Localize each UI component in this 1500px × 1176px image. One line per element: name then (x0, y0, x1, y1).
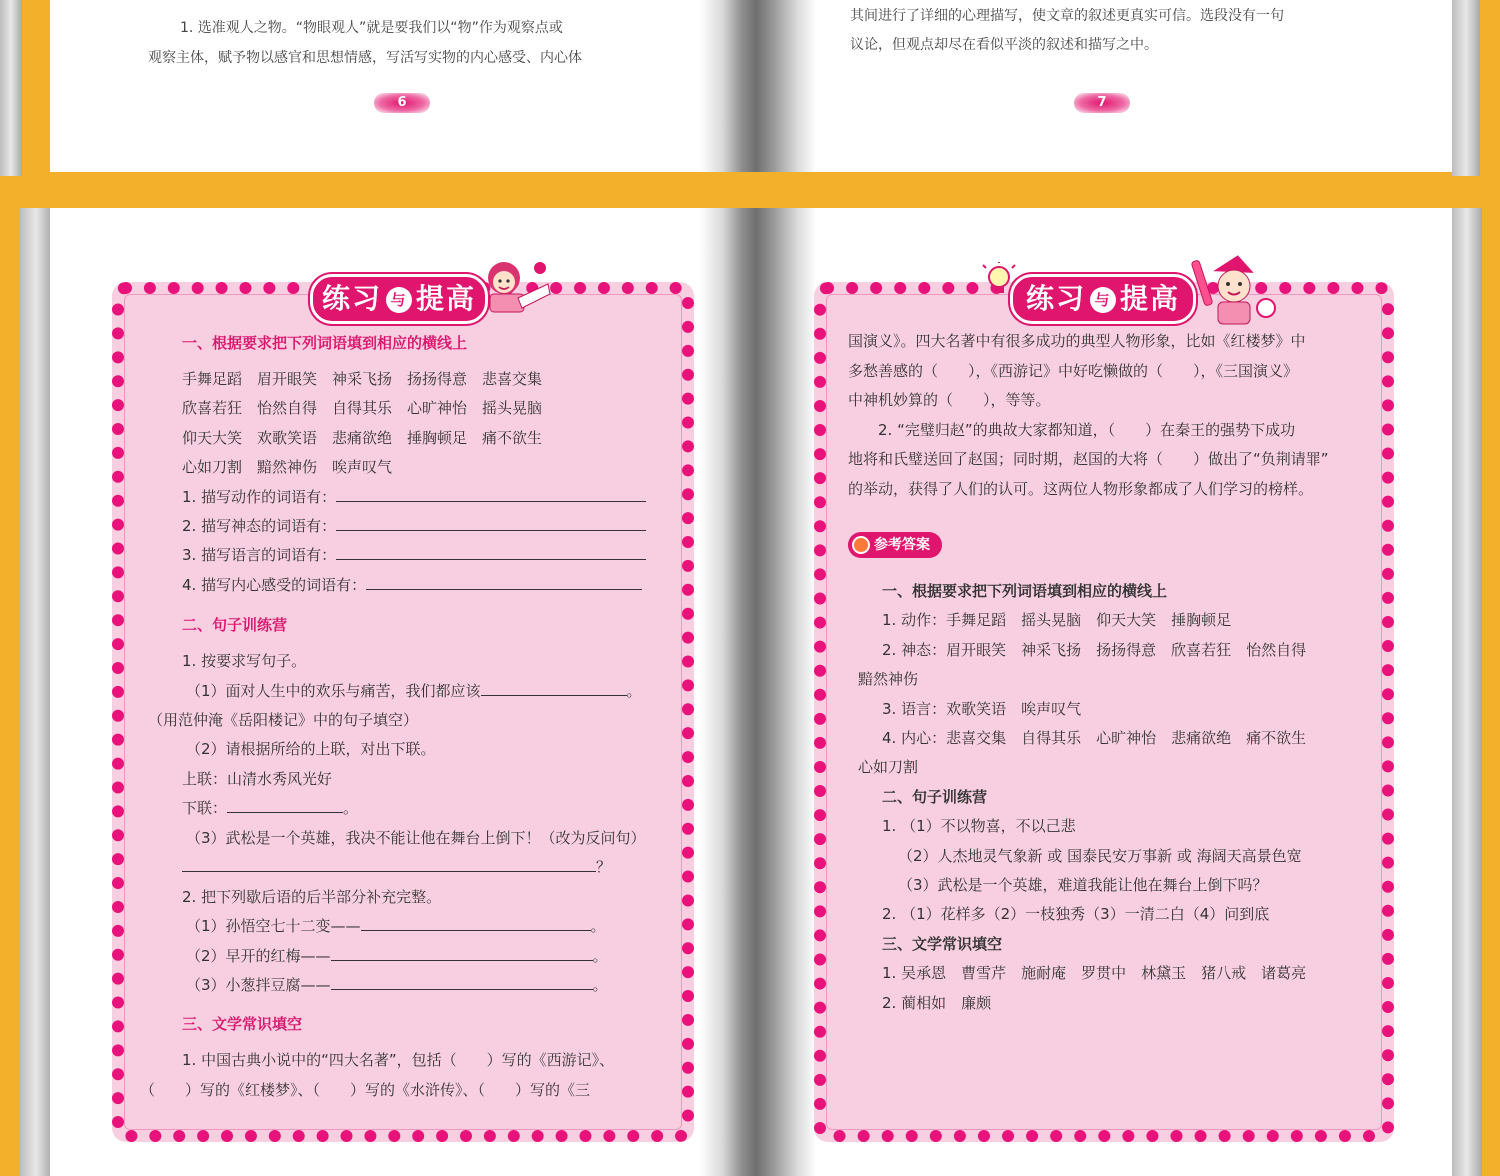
answer-line: 二、句子训练营 (882, 787, 988, 806)
s2-intro: 1. 按要求写句子。 (182, 652, 307, 670)
answer-line: 一、根据要求把下列词语填到相应的横线上 (882, 582, 1168, 600)
top-right-line-1: 其间进行了详细的心理描写，使文章的叙述更真实可信。选段没有一句 (850, 8, 1284, 24)
word-row-3: 仰天大笑 欢歌笑语 悲痛欲绝 捶胸顿足 痛不欲生 (182, 429, 543, 447)
right-cont-line-3: 中神机妙算的（ ），等等。 (848, 391, 1051, 409)
right-cont-line-4: 2. “完璧归赵”的典故大家都知道，（ ）在秦王的强势下成功 (848, 421, 1296, 439)
fill-item-3 (182, 545, 646, 565)
s2-q2-up: 上联：山清水秀风光好 (182, 770, 333, 788)
fill-item-1 (182, 487, 646, 507)
bottom-gutter-right (756, 208, 816, 1176)
fill-item-2 (182, 516, 646, 536)
answer-line: 三、文学常识填空 (882, 934, 1003, 953)
bottom-left-book-edge (20, 208, 52, 1176)
s2-q2-down-label: 下联： (182, 799, 228, 817)
xiehouyu-3-period: 。 (592, 976, 608, 994)
reference-answer-tag: 参考答案 (848, 532, 942, 558)
banner-text-2: 提高 (416, 282, 477, 315)
s3-line-2: （ ）写的《红楼梦》、（ ）写的《水浒传》、（ ）写的《三 (140, 1081, 591, 1099)
top-left-book-edge (0, 0, 22, 176)
bottom-gutter-left (700, 208, 756, 1176)
s2-q2: （2）请根据所给的上联，对出下联。 (186, 740, 436, 758)
right-cont-line-2: 多愁善感的（ ），《西游记》中好吃懒做的（ ），《三国演义》 (848, 362, 1299, 380)
boy-with-pencil-mascot-icon (1190, 250, 1280, 330)
answer-blank-1[interactable] (336, 487, 646, 502)
top-gutter-right (756, 0, 816, 172)
xiehouyu-1 (186, 916, 606, 936)
s2-q3-blank[interactable] (182, 857, 596, 872)
top-right-line-2: 议论，但观点却尽在看似平淡的叙述和描写之中。 (850, 37, 1158, 53)
top-right-page (816, 0, 1452, 172)
xiehouyu-3-text: （3）小葱拌豆腐—— (186, 976, 331, 994)
left-banner (310, 274, 488, 324)
answer-line: 1. 动作：手舞足蹈 摇头晃脑 仰天大笑 捶胸顿足 (882, 611, 1232, 630)
fill-item-3-label: 3. 描写语言的词语有： (182, 546, 337, 564)
banner-text-1: 练习 (321, 282, 382, 315)
fill-item-4-label: 4. 描写内心感受的词语有： (182, 576, 367, 594)
answer-line: 1. 吴承恩 曹雪芹 施耐庵 罗贯中 林黛玉 猪八戒 诸葛亮 (882, 964, 1307, 983)
bottom-right-book-edge (1452, 208, 1482, 1176)
left-section2-title: 二、句子训练营 (182, 616, 288, 634)
top-left-line-1: 1. 选准观人之物。“物眼观人”就是要我们以“物”作为观察点或 (180, 20, 563, 36)
xiehouyu-2 (186, 946, 608, 966)
answer-line: 2. （1）花样多（2）一枝独秀（3）一清二白（4）问到底 (882, 905, 1270, 924)
s2-q3: （3）武松是一个英雄，我决不能让他在舞台上倒下！（改为反问句） (186, 829, 646, 847)
right-banner (1010, 274, 1196, 324)
top-right-book-edge (1452, 0, 1480, 176)
banner-text-2: 提高 (1120, 282, 1181, 315)
xiehouyu-1-period: 。 (590, 917, 606, 935)
fill-item-2-label: 2. 描写神态的词语有： (182, 517, 337, 535)
answer-blank-2[interactable] (336, 516, 646, 531)
answer-line: 1. （1）不以物喜，不以己悲 (882, 817, 1076, 836)
s2-q3-answer-line (182, 857, 611, 877)
answer-blank-4[interactable] (366, 575, 642, 590)
right-cont-line-6: 的举动，获得了人们的认可。这两位人物形象都成了人们学习的榜样。 (848, 480, 1314, 498)
xiehouyu-3 (186, 975, 608, 995)
answer-line: 黯然神伤 (858, 670, 919, 689)
left-section1-title: 一、根据要求把下列词语填到相应的横线上 (182, 334, 468, 352)
xiehouyu-2-blank[interactable] (331, 946, 593, 961)
answer-blank-3[interactable] (336, 545, 646, 560)
word-row-4: 心如刀割 黯然神伤 唉声叹气 (182, 458, 393, 476)
s2-q1-text: （1）面对人生中的欢乐与痛苦，我们都应该 (186, 682, 481, 700)
top-left-line-2: 观察主体，赋予物以感官和思想情感，写活写实物的内心感受、内心体 (148, 50, 582, 66)
girl-reading-mascot-icon (474, 254, 554, 322)
s2-q2-down (182, 798, 358, 818)
s2-q1-period: 。 (626, 682, 642, 700)
word-row-1: 手舞足蹈 眉开眼笑 神采飞扬 扬扬得意 悲喜交集 (182, 370, 543, 388)
answer-line: （3）武松是一个英雄，难道我能让他在舞台上倒下吗？ (898, 876, 1268, 894)
answer-line: 心如刀割 (858, 758, 919, 777)
answer-line: 3. 语言：欢歌笑语 唉声叹气 (882, 699, 1082, 718)
answer-line: 2. 蔺相如 廉颇 (882, 993, 992, 1012)
fill-item-4 (182, 575, 642, 595)
s2-item2: 2. 把下列歇后语的后半部分补充完整。 (182, 888, 442, 906)
s2-q3-question-mark: ？ (596, 858, 612, 876)
page-number-6: 6 (374, 93, 430, 113)
s2-q1-note: （用范仲淹《岳阳楼记》中的句子填空） (148, 711, 419, 729)
answer-line: 4. 内心：悲喜交集 自得其乐 心旷神怡 悲痛欲绝 痛不欲生 (882, 729, 1307, 747)
answer-line: 2. 神态：眉开眼笑 神采飞扬 扬扬得意 欣喜若狂 怡然自得 (882, 640, 1307, 659)
xiehouyu-2-text: （2）早开的红梅—— (186, 947, 331, 965)
answer-line: （2）人杰地灵气象新 或 国泰民安万事新 或 海阔天高景色宽 (898, 846, 1302, 865)
word-row-2: 欣喜若狂 怡然自得 自得其乐 心旷神怡 摇头晃脑 (182, 399, 543, 417)
s2-q2-period: 。 (343, 799, 359, 817)
xiehouyu-3-blank[interactable] (331, 975, 593, 990)
left-section3-title: 三、文学常识填空 (182, 1015, 303, 1033)
right-cont-line-5: 地将和氏璧送回了赵国；同时期，赵国的大将（ ）做出了“负荆请罪” (848, 450, 1329, 468)
s3-line-1: 1. 中国古典小说中的“四大名著”，包括（ ）写的《西游记》、 (182, 1051, 615, 1069)
right-cont-line-1: 国演义》。四大名著中有很多成功的典型人物形象，比如《红楼梦》中 (848, 332, 1306, 350)
banner-yu: 与 (1090, 287, 1116, 313)
xiehouyu-1-blank[interactable] (361, 916, 591, 931)
banner-text-1: 练习 (1025, 282, 1086, 315)
xiehouyu-1-text: （1）孙悟空七十二变—— (186, 917, 361, 935)
s2-q1-blank[interactable] (481, 681, 627, 696)
top-gutter-left (700, 0, 756, 172)
page-number-7: 7 (1074, 93, 1130, 113)
banner-yu: 与 (386, 287, 412, 313)
fill-item-1-label: 1. 描写动作的词语有： (182, 488, 337, 506)
s2-q2-blank[interactable] (227, 798, 343, 813)
xiehouyu-2-period: 。 (592, 947, 608, 965)
top-left-page (50, 0, 756, 172)
s2-q1 (186, 681, 642, 701)
